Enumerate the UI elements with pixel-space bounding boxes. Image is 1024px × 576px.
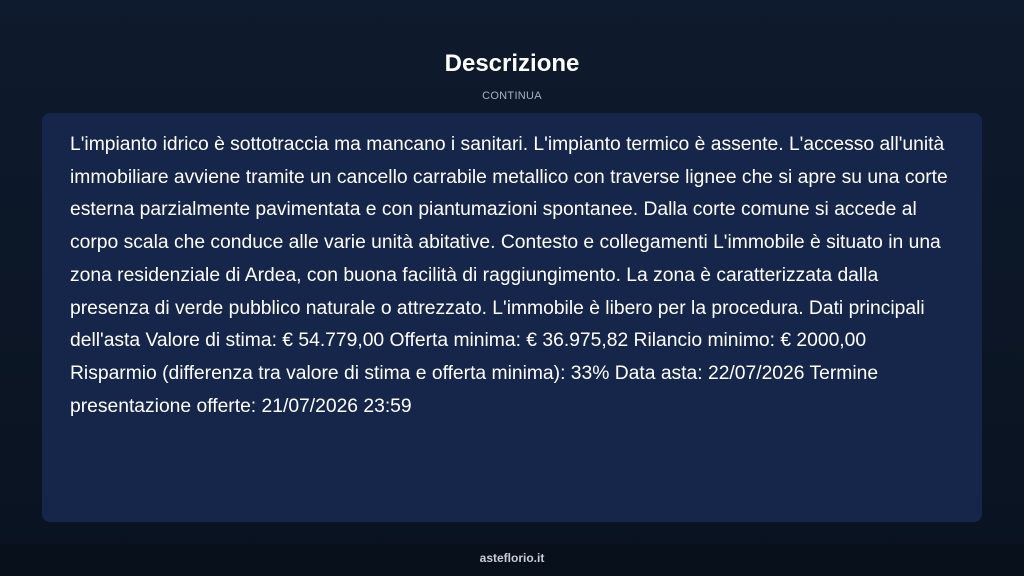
description-card	[42, 113, 982, 522]
site-name: asteflorio.it	[479, 551, 545, 565]
description-text: L'impianto idrico è sottotraccia ma mancano i sanitari. L'impianto termico è assente. L'accesso all'unità immobiliare avviene tramite un cancello carrabile metallico con traverse lignee che si apre su una corte esterna parzialmente pavimentata e con piantumazioni spontanee. Dalla corte comune si accede al corpo scala che conduce alle varie unità abitative. Contesto e collegamenti L'immobile è situato in una zona residenziale di Ardea, con buona facilità di raggiungimento. La zona è caratterizzata dalla presenza di verde pubblico naturale o attrezzato. L'immobile è libero per la procedura. Dati principali dell'asta Valore di stima: € 54.779,00 Offerta minima: € 36.975,82 Rilancio minimo: € 2000,00 Risparmio (differenza tra valore di stima e offerta minima): 33% Data asta: 22/07/2026 Termine presentazione offerte: 21/07/2026 23:59	[70, 134, 948, 417]
header	[0, 44, 1024, 103]
continua-label: CONTINUA	[482, 90, 542, 102]
footer-bar	[0, 544, 1024, 576]
page-title: Descrizione	[444, 50, 580, 77]
